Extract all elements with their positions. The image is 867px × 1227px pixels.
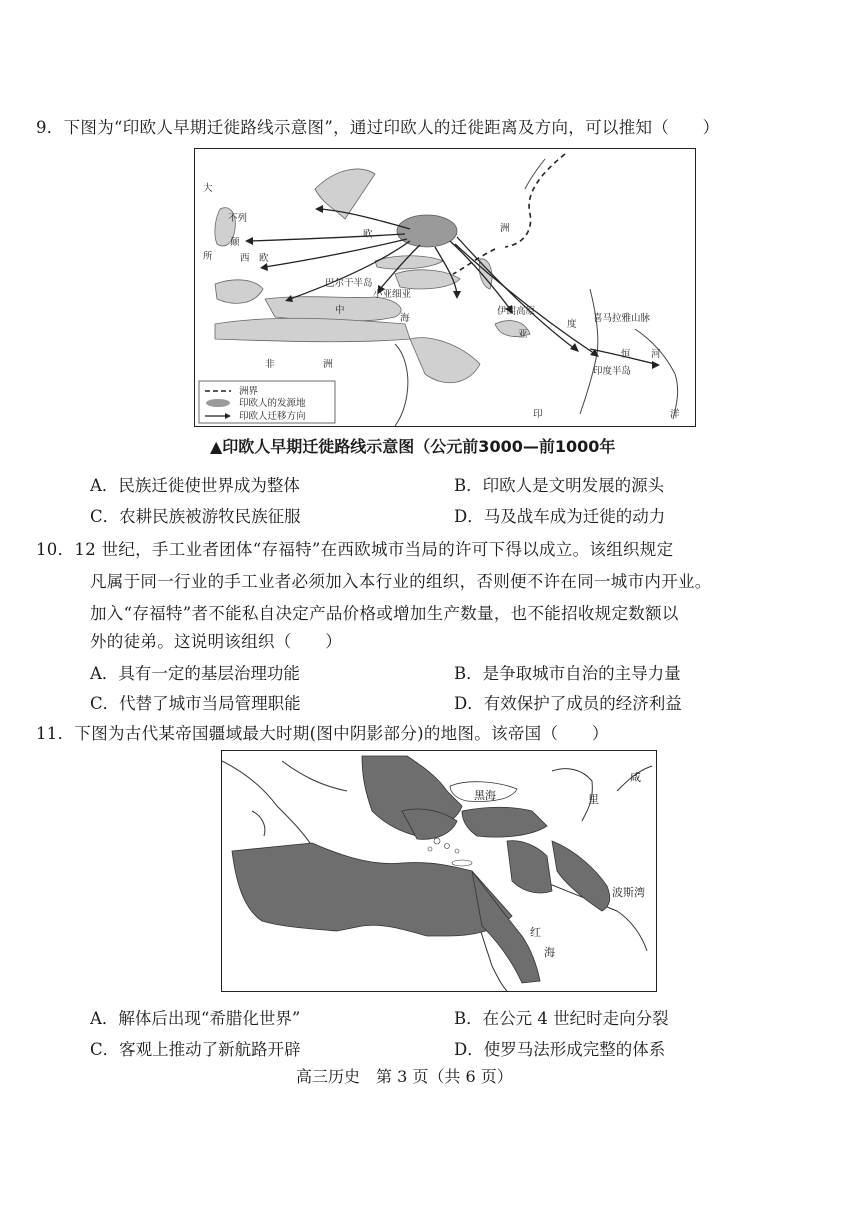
q10-option-a[interactable]: A．具有一定的基层治理功能 [90,664,300,683]
scandinavia-shape [315,169,375,219]
label-hai2: 海 [544,946,555,959]
label-zhong: 中 [335,305,345,316]
label-li: 里 [588,793,599,806]
iberia-shape [215,280,263,303]
label-hong: 红 [530,926,541,939]
q10-stem-line-4: 外的徒弟。这说明该组织（ ） [90,632,342,651]
label-yin: 印 [533,409,543,420]
q9-option-c[interactable]: C．农耕民族被游牧民族征服 [90,507,301,526]
q10-option-c[interactable]: C．代替了城市当局管理职能 [90,694,301,713]
legend-direction-label: 印欧人迁移方向 [239,411,306,422]
label-suo: 所 [203,251,213,262]
q9-option-b[interactable]: B．印欧人是文明发展的源头 [454,476,665,495]
map-legend [199,381,335,423]
empire-levant-shape [507,841,552,893]
page-footer: 高三历史 第 3 页（共 6 页） [296,1067,513,1086]
homeland-area [397,215,457,247]
q10-stem-line-1: 10．12 世纪，手工业者团体“存福特”在西欧城市当局的许可下得以成立。该组织规定 [36,540,674,559]
label-he: 河 [651,349,661,360]
label-black-sea: 黑海 [474,789,496,802]
q11-option-d[interactable]: D．使罗马法形成完整的体系 [454,1040,666,1059]
q9-stem: 9．下图为“印欧人早期迁徙路线示意图”，通过印欧人的迁徙距离及方向，可以推知（ ） [36,118,720,137]
label-du: 度 [567,319,577,330]
label-xian: 咸 [630,771,641,784]
label-persian-gulf: 波斯湾 [612,886,645,899]
q11-option-a[interactable]: A．解体后出现“希腊化世界” [90,1009,301,1028]
legend-boundary-label: 洲界 [239,386,259,397]
empire-anatolia-shape [462,807,547,837]
label-ya: 亚 [518,329,528,340]
q10-option-d[interactable]: D．有效保护了成员的经济利益 [454,694,682,713]
label-zhou: 洲 [500,223,510,234]
black-sea-coast [375,256,443,269]
label-indian-peninsula: 印度半岛 [593,366,632,377]
q9-map-caption: ▲印欧人早期迁徙路线示意图（公元前3000—前1000年 [210,437,616,456]
empire-mesopotamia-shape [552,841,610,911]
label-bulie: 不列 [228,213,248,224]
label-hai: 海 [400,313,410,324]
q11-empire-map [221,750,657,992]
empire-north-africa-shape [232,843,512,936]
label-dian: 颠 [230,237,240,248]
label-ou: 欧 [363,229,373,240]
label-xiou: 西 欧 [240,253,269,264]
q10-stem-line-2: 凡属于同一行业的手工业者必须加入本行业的组织，否则便不许在同一城市内开业。 [90,572,712,591]
label-heng: 恒 [621,349,631,360]
label-iran: 伊朗高原 [497,306,536,317]
q9-migration-map [194,148,696,427]
label-asia-minor: 小亚细亚 [373,289,412,300]
q11-stem: 11．下图为古代某帝国疆域最大时期(图中阴影部分)的地图。该帝国（ ） [36,724,609,743]
label-himalaya: 喜马拉雅山脉 [593,313,651,324]
mediterranean-coast [265,297,401,322]
label-da: 大 [203,183,213,194]
label-yang: 洋 [670,409,680,420]
q9-option-a[interactable]: A．民族迁徙使世界成为整体 [90,476,300,495]
label-fei-zhou: 洲 [323,359,333,370]
q10-stem-line-3: 加入“存福特”者不能私自决定产品价格或增加生产数量，也不能招收规定数额以 [90,604,679,623]
q9-option-d[interactable]: D．马及战车成为迁徙的动力 [454,507,666,526]
q11-option-c[interactable]: C．客观上推动了新航路开辟 [90,1040,301,1059]
q10-option-b[interactable]: B．是争取城市自治的主导力量 [454,664,681,683]
legend-homeland-label: 印欧人的发源地 [239,398,306,409]
q11-option-b[interactable]: B．在公元 4 世纪时走向分裂 [454,1009,669,1028]
label-balkan: 巴尔干半岛 [325,278,373,289]
arabia-shape [410,338,480,383]
africa-north-shape [215,318,410,342]
label-fei: 非 [265,359,275,370]
